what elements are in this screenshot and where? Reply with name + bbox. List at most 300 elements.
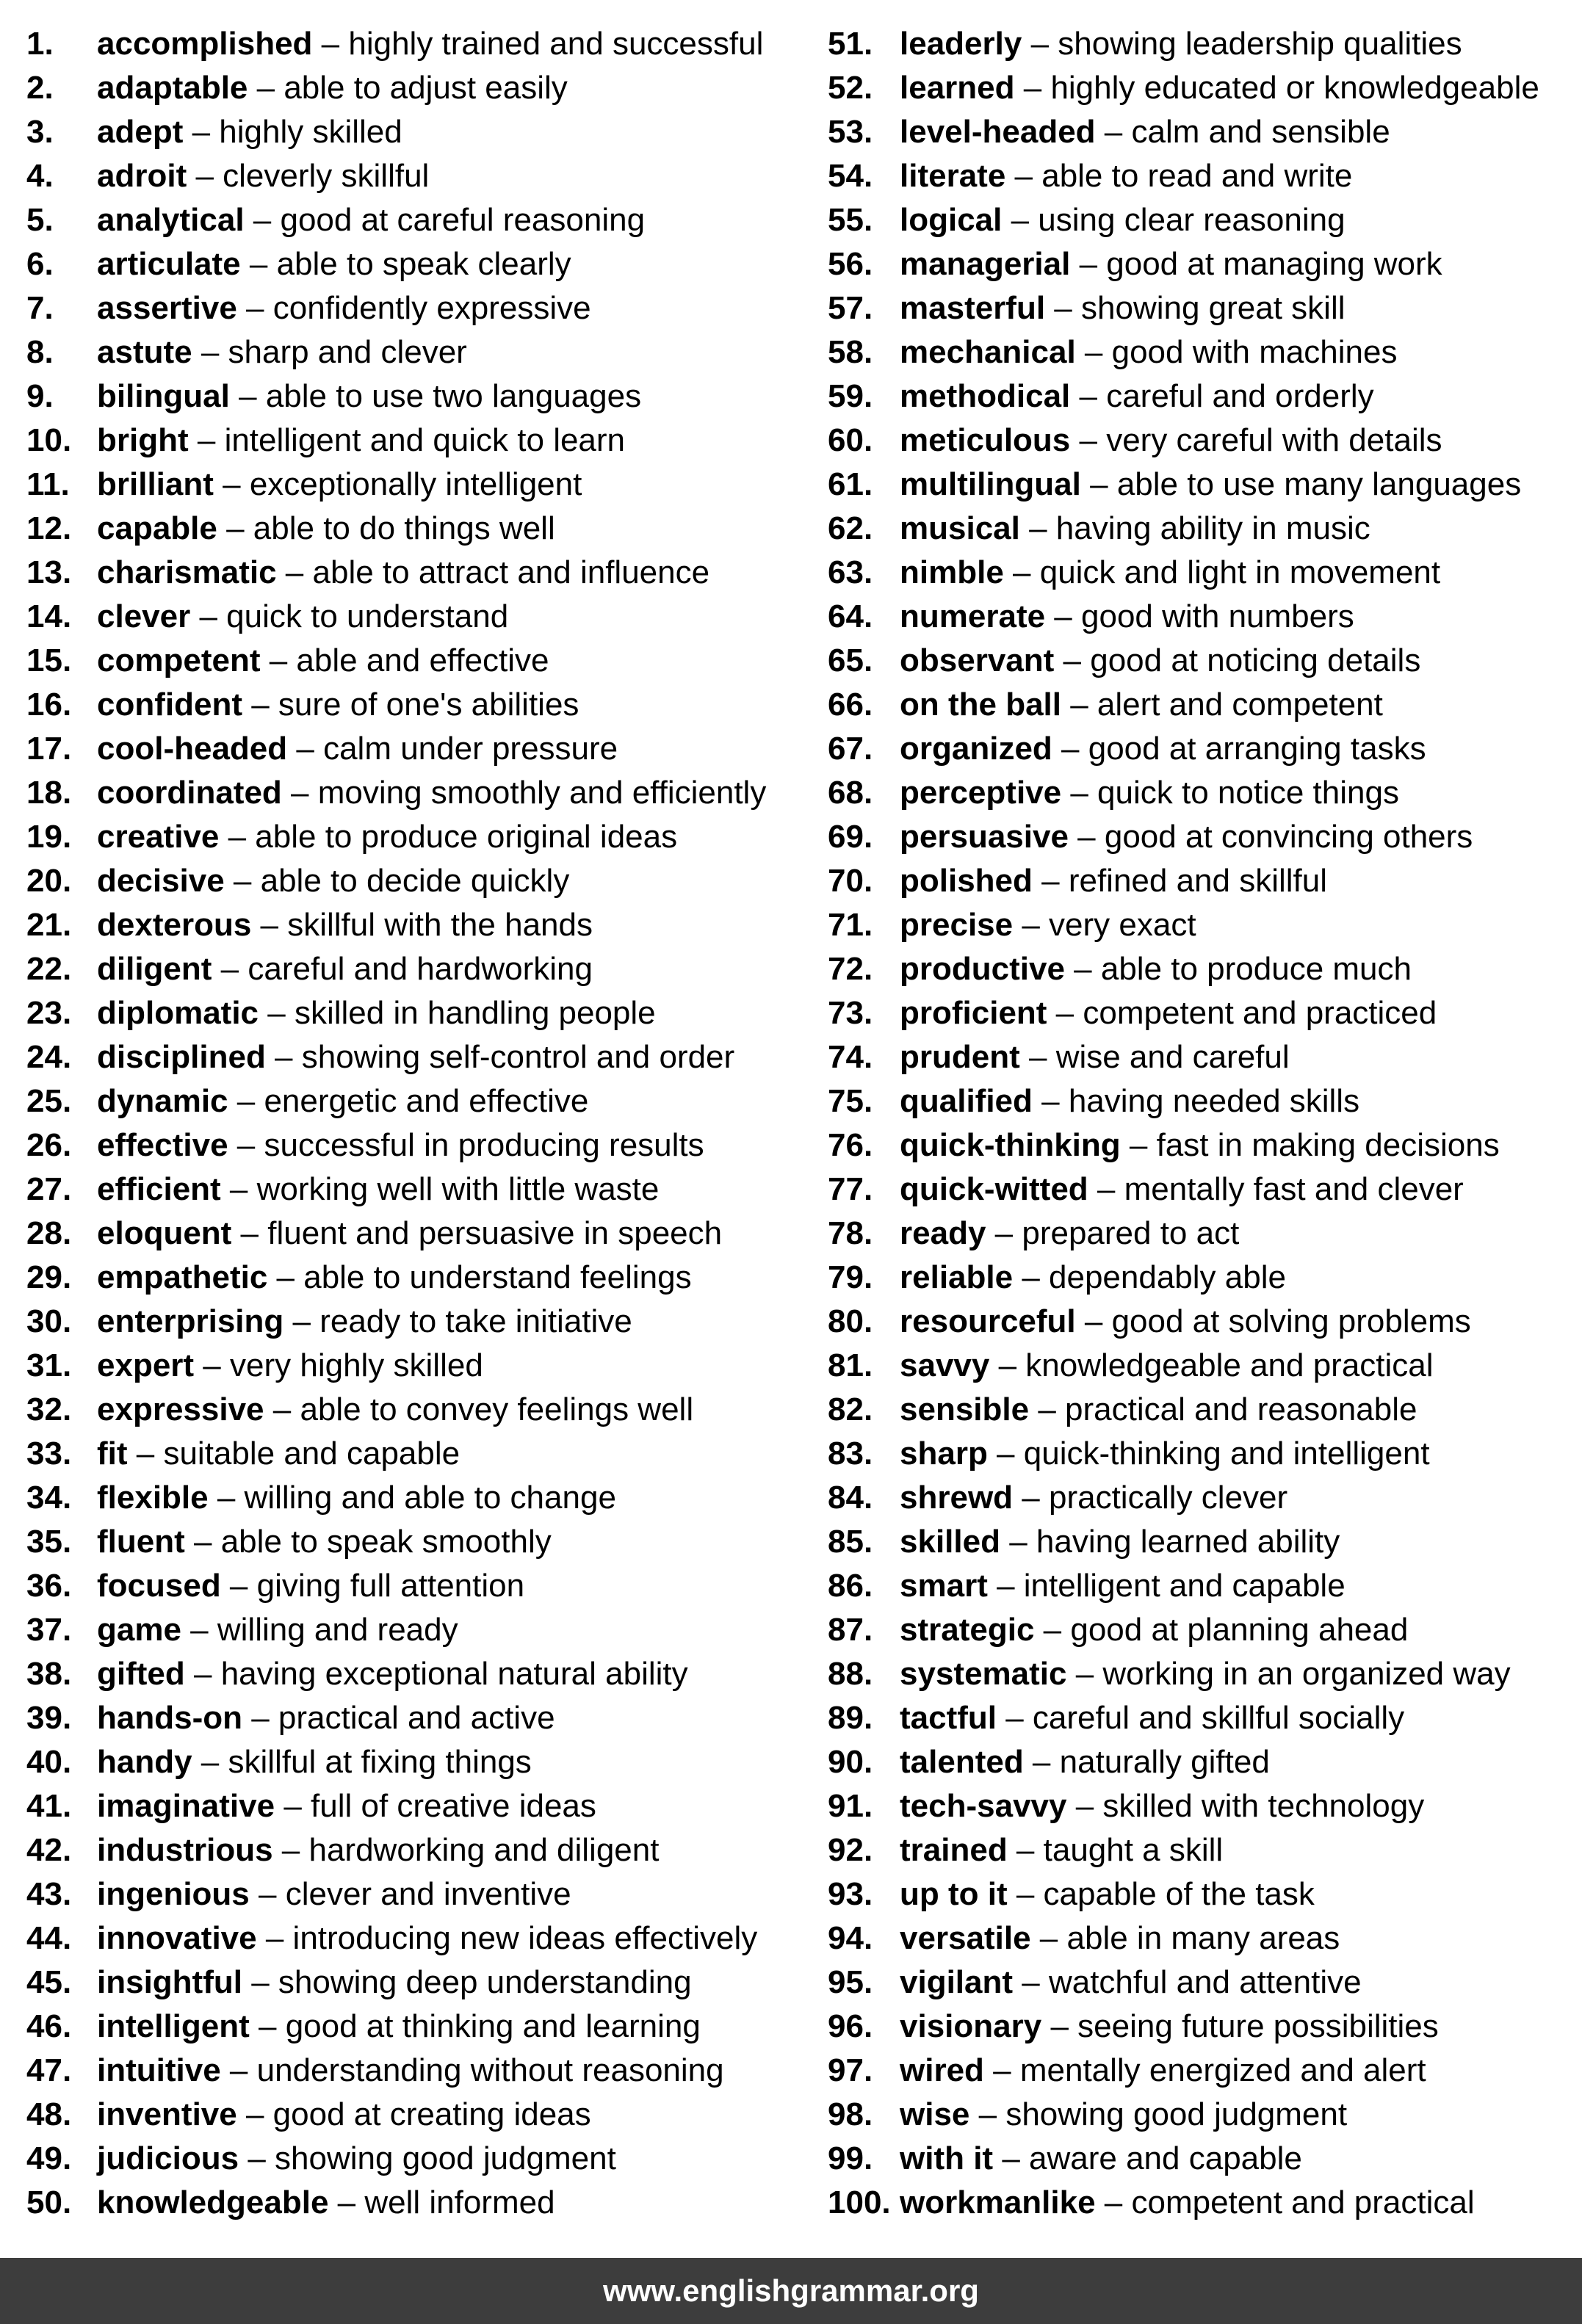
list-item xyxy=(26,1168,805,1212)
item-separator: – xyxy=(249,2008,286,2044)
item-word: hands-on xyxy=(97,1700,242,1736)
item-definition: cleverly skillful xyxy=(223,158,430,194)
item-word: intuitive xyxy=(97,2052,221,2088)
item-number: 28. xyxy=(26,1215,72,1251)
item-number: 51. xyxy=(828,26,873,62)
list-item xyxy=(26,771,805,815)
list-item xyxy=(26,683,805,727)
list-item xyxy=(828,463,1577,507)
item-text xyxy=(97,859,569,903)
item-definition: highly educated or knowledgeable xyxy=(1050,70,1539,106)
list-item xyxy=(26,463,805,507)
item-text xyxy=(900,1256,1286,1300)
item-word: precise xyxy=(900,907,1014,943)
list-item xyxy=(828,507,1577,551)
item-text xyxy=(900,1608,1408,1652)
item-definition: showing self-control and order xyxy=(301,1039,735,1075)
item-text xyxy=(97,1079,588,1123)
item-definition: willing and able to change xyxy=(244,1480,616,1516)
list-item xyxy=(26,110,805,154)
item-word: competent xyxy=(97,642,261,678)
item-definition: good with numbers xyxy=(1081,598,1354,634)
item-separator: – xyxy=(187,158,223,194)
item-separator: – xyxy=(1005,158,1042,194)
item-text xyxy=(97,463,582,507)
item-separator: – xyxy=(194,1347,230,1383)
item-separator: – xyxy=(1007,1832,1044,1868)
item-text xyxy=(97,991,656,1035)
item-word: coordinated xyxy=(97,775,282,811)
item-number: 80. xyxy=(828,1303,873,1339)
item-separator: – xyxy=(228,1083,264,1119)
item-separator: – xyxy=(993,2140,1030,2176)
item-text xyxy=(900,463,1521,507)
list-item xyxy=(26,1388,805,1432)
list-item xyxy=(26,1212,805,1256)
item-text xyxy=(900,1079,1359,1123)
item-number: 60. xyxy=(828,422,873,458)
item-separator: – xyxy=(229,378,266,414)
list-item xyxy=(828,1432,1577,1476)
list-item xyxy=(828,727,1577,771)
item-definition: good at arranging tasks xyxy=(1088,731,1426,767)
item-number: 44. xyxy=(26,1920,72,1956)
item-number: 62. xyxy=(828,510,873,546)
item-number: 19. xyxy=(26,819,72,855)
item-word: literate xyxy=(900,158,1006,194)
item-definition: good at managing work xyxy=(1106,246,1442,282)
item-separator: – xyxy=(213,466,250,502)
list-item xyxy=(828,1916,1577,1961)
item-definition: very careful with details xyxy=(1106,422,1442,458)
item-number: 82. xyxy=(828,1391,873,1427)
item-definition: able to speak smoothly xyxy=(220,1524,552,1560)
item-definition: energetic and effective xyxy=(264,1083,589,1119)
item-definition: good at convincing others xyxy=(1104,819,1473,855)
item-number: 29. xyxy=(26,1259,72,1295)
item-text xyxy=(97,1961,692,2005)
item-text xyxy=(97,1872,571,1916)
item-word: productive xyxy=(900,951,1065,987)
item-separator: – xyxy=(220,2052,257,2088)
item-number: 52. xyxy=(828,70,873,106)
item-separator: – xyxy=(183,114,220,150)
list-item xyxy=(828,991,1577,1035)
item-separator: – xyxy=(1032,863,1069,899)
item-definition: good at creating ideas xyxy=(272,2096,591,2132)
list-item xyxy=(828,110,1577,154)
item-definition: showing leadership qualities xyxy=(1058,26,1462,62)
list-item xyxy=(26,66,805,110)
list-item xyxy=(26,1344,805,1388)
item-separator: – xyxy=(1095,2184,1132,2220)
item-separator: – xyxy=(1023,1744,1060,1780)
item-text xyxy=(900,2137,1302,2181)
item-number: 30. xyxy=(26,1303,72,1339)
item-definition: good at thinking and learning xyxy=(285,2008,701,2044)
item-definition: practical and active xyxy=(278,1700,555,1736)
item-text xyxy=(900,154,1352,198)
item-separator: – xyxy=(184,1524,221,1560)
item-text xyxy=(97,330,467,374)
item-word: sensible xyxy=(900,1391,1030,1427)
item-number: 86. xyxy=(828,1568,873,1604)
item-definition: mentally fast and clever xyxy=(1124,1171,1464,1207)
item-number: 67. xyxy=(828,731,873,767)
item-number: 45. xyxy=(26,1964,72,2000)
item-separator: – xyxy=(328,2184,365,2220)
item-word: mechanical xyxy=(900,334,1076,370)
list-item xyxy=(26,22,805,66)
item-separator: – xyxy=(190,598,227,634)
item-number: 63. xyxy=(828,554,873,590)
item-separator: – xyxy=(224,863,261,899)
item-separator: – xyxy=(267,1259,304,1295)
list-item xyxy=(828,1035,1577,1079)
list-item xyxy=(828,1828,1577,1872)
item-definition: very exact xyxy=(1049,907,1196,943)
item-text xyxy=(900,330,1398,374)
item-definition: skilled in handling people xyxy=(294,995,656,1031)
item-word: bright xyxy=(97,422,189,458)
item-separator: – xyxy=(242,687,278,723)
item-number: 2. xyxy=(26,70,54,106)
item-word: level-headed xyxy=(900,114,1096,150)
item-definition: alert and competent xyxy=(1097,687,1383,723)
item-number: 85. xyxy=(828,1524,873,1560)
item-text xyxy=(97,1828,659,1872)
item-word: smart xyxy=(900,1568,988,1604)
item-separator: – xyxy=(989,1347,1026,1383)
item-text xyxy=(900,1035,1290,1079)
item-text xyxy=(97,727,618,771)
item-definition: able in many areas xyxy=(1066,1920,1340,1956)
item-definition: sure of one's abilities xyxy=(278,687,579,723)
item-text xyxy=(900,374,1374,419)
item-text xyxy=(900,1388,1417,1432)
list-item xyxy=(26,330,805,374)
item-definition: using clear reasoning xyxy=(1038,202,1346,238)
item-text xyxy=(97,1256,692,1300)
item-definition: successful in producing results xyxy=(264,1127,704,1163)
item-word: efficient xyxy=(97,1171,221,1207)
item-text xyxy=(900,286,1346,330)
item-separator: – xyxy=(236,290,273,326)
item-definition: willing and ready xyxy=(217,1612,458,1648)
item-number: 88. xyxy=(828,1656,873,1692)
item-text xyxy=(97,1564,524,1608)
item-separator: – xyxy=(1019,1039,1056,1075)
item-separator: – xyxy=(1000,1524,1036,1560)
item-word: decisive xyxy=(97,863,225,899)
item-number: 87. xyxy=(828,1612,873,1648)
item-definition: showing good judgment xyxy=(1005,2096,1348,2132)
item-number: 37. xyxy=(26,1612,72,1648)
item-separator: – xyxy=(1075,1303,1112,1339)
list-item xyxy=(828,1300,1577,1344)
item-definition: dependably able xyxy=(1049,1259,1286,1295)
list-item xyxy=(26,1520,805,1564)
item-word: workmanlike xyxy=(900,2184,1096,2220)
item-separator: – xyxy=(228,1127,264,1163)
item-separator: – xyxy=(276,554,313,590)
item-word: flexible xyxy=(97,1480,209,1516)
list-item xyxy=(26,1300,805,1344)
item-word: masterful xyxy=(900,290,1046,326)
item-definition: calm under pressure xyxy=(323,731,618,767)
list-item xyxy=(828,859,1577,903)
list-item xyxy=(26,859,805,903)
item-text xyxy=(900,2181,1475,2225)
item-separator: – xyxy=(127,1436,164,1471)
item-definition: careful and hardworking xyxy=(248,951,593,987)
item-separator: – xyxy=(256,1920,293,1956)
item-word: insightful xyxy=(97,1964,242,2000)
item-number: 71. xyxy=(828,907,873,943)
list-item xyxy=(828,683,1577,727)
item-definition: able to do things well xyxy=(253,510,555,546)
item-text xyxy=(900,419,1442,463)
item-text xyxy=(900,859,1327,903)
item-number: 79. xyxy=(828,1259,873,1295)
item-number: 50. xyxy=(26,2184,72,2220)
item-number: 23. xyxy=(26,995,72,1031)
item-number: 15. xyxy=(26,642,72,678)
item-word: musical xyxy=(900,510,1020,546)
item-word: observant xyxy=(900,642,1055,678)
item-text xyxy=(900,1872,1315,1916)
item-word: multilingual xyxy=(900,466,1081,502)
item-text xyxy=(900,1961,1362,2005)
item-separator: – xyxy=(987,1436,1024,1471)
list-item xyxy=(26,1564,805,1608)
item-word: clever xyxy=(97,598,191,634)
item-separator: – xyxy=(1120,1127,1157,1163)
item-definition: full of creative ideas xyxy=(311,1788,596,1824)
item-definition: competent and practiced xyxy=(1083,995,1437,1031)
item-number: 98. xyxy=(828,2096,873,2132)
item-separator: – xyxy=(184,1656,221,1692)
list-item xyxy=(26,2049,805,2093)
item-word: expressive xyxy=(97,1391,264,1427)
item-separator: – xyxy=(260,642,297,678)
item-word: fluent xyxy=(97,1524,185,1560)
item-text xyxy=(900,727,1426,771)
item-separator: – xyxy=(1041,2008,1078,2044)
item-number: 97. xyxy=(828,2052,873,2088)
item-word: strategic xyxy=(900,1612,1035,1648)
item-separator: – xyxy=(192,1744,228,1780)
item-separator: – xyxy=(1047,995,1083,1031)
item-number: 17. xyxy=(26,731,72,767)
item-definition: knowledgeable and practical xyxy=(1025,1347,1434,1383)
item-number: 99. xyxy=(828,2140,873,2176)
item-number: 75. xyxy=(828,1083,873,1119)
item-word: effective xyxy=(97,1127,228,1163)
item-number: 9. xyxy=(26,378,54,414)
item-definition: understanding without reasoning xyxy=(256,2052,724,2088)
item-definition: careful and orderly xyxy=(1106,378,1374,414)
item-definition: skillful with the hands xyxy=(287,907,593,943)
item-word: articulate xyxy=(97,246,241,282)
item-number: 32. xyxy=(26,1391,72,1427)
item-definition: capable of the task xyxy=(1043,1876,1315,1912)
item-text xyxy=(900,1828,1223,1872)
item-text xyxy=(97,551,709,595)
item-separator: – xyxy=(1022,26,1058,62)
item-definition: very highly skilled xyxy=(230,1347,483,1383)
item-text xyxy=(900,639,1420,683)
list-item xyxy=(828,1961,1577,2005)
item-separator: – xyxy=(236,2096,273,2132)
item-separator: – xyxy=(1080,466,1117,502)
item-separator: – xyxy=(1070,378,1107,414)
item-definition: able to produce much xyxy=(1100,951,1412,987)
list-item xyxy=(828,903,1577,947)
list-item xyxy=(26,815,805,859)
item-separator: – xyxy=(1003,554,1040,590)
item-number: 39. xyxy=(26,1700,72,1736)
item-definition: good at solving problems xyxy=(1111,1303,1471,1339)
item-text xyxy=(97,947,593,991)
item-word: managerial xyxy=(900,246,1071,282)
item-definition: highly skilled xyxy=(219,114,402,150)
list-item xyxy=(26,1696,805,1740)
item-definition: hardworking and diligent xyxy=(308,1832,660,1868)
item-number: 6. xyxy=(26,246,54,282)
item-separator: – xyxy=(1068,819,1105,855)
item-text xyxy=(900,1212,1239,1256)
item-definition: showing good judgment xyxy=(275,2140,616,2176)
item-definition: aware and capable xyxy=(1029,2140,1302,2176)
list-item xyxy=(828,1564,1577,1608)
item-word: prudent xyxy=(900,1039,1020,1075)
item-word: learned xyxy=(900,70,1015,106)
item-separator: – xyxy=(1034,1612,1071,1648)
item-word: ready xyxy=(900,1215,986,1251)
item-separator: – xyxy=(264,1391,300,1427)
item-text xyxy=(97,815,677,859)
item-separator: – xyxy=(1095,114,1132,150)
list-item xyxy=(828,2181,1577,2225)
item-word: adroit xyxy=(97,158,187,194)
item-separator: – xyxy=(983,2052,1020,2088)
item-definition: mentally energized and alert xyxy=(1019,2052,1426,2088)
item-text xyxy=(900,683,1383,727)
item-text xyxy=(900,1520,1340,1564)
item-number: 20. xyxy=(26,863,72,899)
item-separator: – xyxy=(1061,687,1097,723)
item-word: diplomatic xyxy=(97,995,259,1031)
item-text xyxy=(97,1740,532,1784)
item-text xyxy=(97,2181,555,2225)
item-definition: fast in making decisions xyxy=(1156,1127,1500,1163)
list-item xyxy=(26,947,805,991)
item-number: 12. xyxy=(26,510,72,546)
item-text xyxy=(97,639,549,683)
item-separator: – xyxy=(240,246,277,282)
item-number: 46. xyxy=(26,2008,72,2044)
item-definition: able to speak clearly xyxy=(276,246,571,282)
item-definition: calm and sensible xyxy=(1131,114,1390,150)
list-item xyxy=(26,1035,805,1079)
item-word: confident xyxy=(97,687,242,723)
item-text xyxy=(900,1784,1424,1828)
list-item xyxy=(26,2181,805,2225)
list-item xyxy=(26,374,805,419)
item-text xyxy=(97,1520,552,1564)
footer-url: www.englishgrammar.org xyxy=(603,2273,979,2308)
item-text xyxy=(97,2093,591,2137)
item-word: gifted xyxy=(97,1656,185,1692)
item-number: 33. xyxy=(26,1436,72,1471)
list-item xyxy=(26,991,805,1035)
item-word: astute xyxy=(97,334,192,370)
item-text xyxy=(97,1476,616,1520)
item-separator: – xyxy=(1088,1171,1124,1207)
item-definition: skilled with technology xyxy=(1102,1788,1425,1824)
item-word: versatile xyxy=(900,1920,1031,1956)
item-text xyxy=(97,771,766,815)
item-definition: working in an organized way xyxy=(1102,1656,1511,1692)
item-text xyxy=(97,1344,483,1388)
item-text xyxy=(97,1916,757,1961)
item-number: 57. xyxy=(828,290,873,326)
list-item xyxy=(828,1872,1577,1916)
item-text xyxy=(900,507,1370,551)
item-word: diligent xyxy=(97,951,212,987)
item-number: 21. xyxy=(26,907,72,943)
item-definition: practical and reasonable xyxy=(1065,1391,1417,1427)
item-separator: – xyxy=(1013,1480,1049,1516)
list-item xyxy=(26,1476,805,1520)
item-definition: able to understand feelings xyxy=(303,1259,692,1295)
item-number: 25. xyxy=(26,1083,72,1119)
item-definition: having exceptional natural ability xyxy=(220,1656,688,1692)
item-number: 40. xyxy=(26,1744,72,1780)
item-number: 14. xyxy=(26,598,72,634)
list-item xyxy=(26,1432,805,1476)
item-separator: – xyxy=(275,1788,311,1824)
item-definition: intelligent and quick to learn xyxy=(224,422,626,458)
list-item xyxy=(26,639,805,683)
item-word: fit xyxy=(97,1436,128,1471)
item-word: up to it xyxy=(900,1876,1008,1912)
item-word: wired xyxy=(900,2052,984,2088)
item-word: tech-savvy xyxy=(900,1788,1067,1824)
item-number: 84. xyxy=(828,1480,873,1516)
item-word: bilingual xyxy=(97,378,230,414)
item-number: 22. xyxy=(26,951,72,987)
item-separator: – xyxy=(1013,1964,1049,2000)
item-separator: – xyxy=(251,907,288,943)
item-separator: – xyxy=(1066,1788,1103,1824)
item-number: 78. xyxy=(828,1215,873,1251)
item-number: 74. xyxy=(828,1039,873,1075)
item-word: focused xyxy=(97,1568,221,1604)
item-definition: able to read and write xyxy=(1041,158,1353,194)
item-definition: good at noticing details xyxy=(1090,642,1421,678)
item-text xyxy=(900,991,1437,1035)
list-item xyxy=(828,1784,1577,1828)
item-number: 27. xyxy=(26,1171,72,1207)
item-definition: able and effective xyxy=(296,642,549,678)
list-item xyxy=(828,551,1577,595)
item-number: 56. xyxy=(828,246,873,282)
item-separator: – xyxy=(212,951,248,987)
list-item xyxy=(26,1828,805,1872)
item-text xyxy=(97,1168,659,1212)
